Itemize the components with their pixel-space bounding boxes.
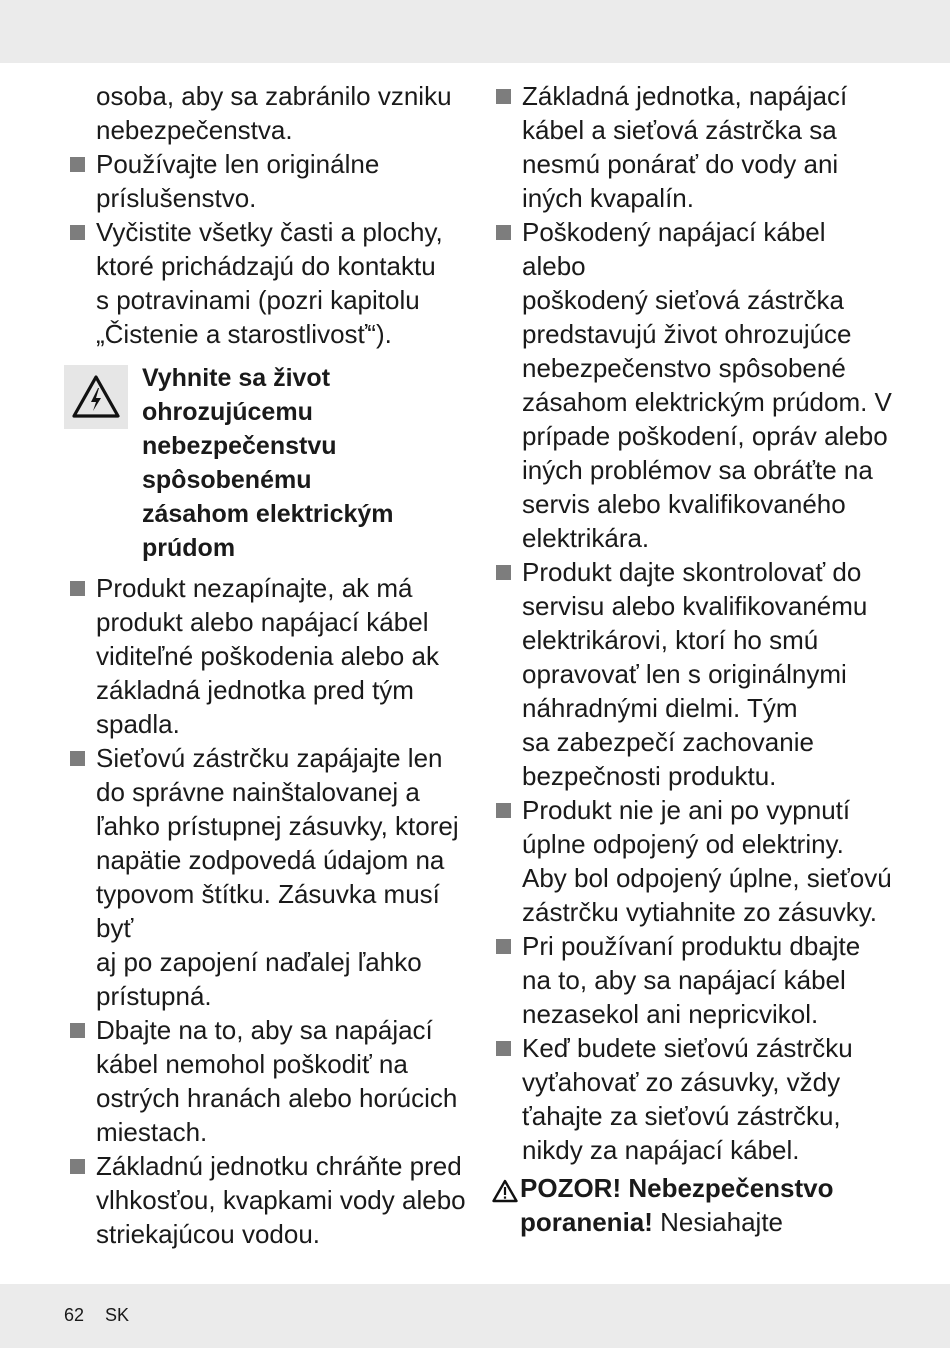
- text-line: úplne odpojený od elektriny.: [522, 829, 844, 859]
- square-bullet-icon: [496, 225, 511, 240]
- text-line: opravovať len s originálnymi: [522, 659, 847, 689]
- text-line: Základnú jednotku chráňte pred: [96, 1151, 462, 1181]
- text-line: Produkt nie je ani po vypnutí: [522, 795, 851, 825]
- text-line: bezpečnosti produktu.: [522, 761, 777, 791]
- text-line: Poškodený napájací kábel alebo: [522, 217, 826, 281]
- text-line: nesmú ponárať do vody ani: [522, 149, 839, 179]
- square-bullet-icon: [496, 939, 511, 954]
- caution-subheading: poranenia!: [520, 1207, 653, 1237]
- square-bullet-icon: [496, 565, 511, 580]
- text-line: napätie zodpovedá údajom na: [96, 845, 445, 875]
- list-item: [66, 741, 466, 1013]
- text-line: Používajte len originálne: [96, 149, 380, 179]
- text-line: elektrikárovi, ktorí ho smú: [522, 625, 819, 655]
- text-line: do správne nainštalovanej a: [96, 777, 420, 807]
- text-line: príslušenstvo.: [96, 183, 257, 213]
- text-line: viditeľné poškodenia alebo ak: [96, 641, 439, 671]
- square-bullet-icon: [496, 1041, 511, 1056]
- warning-title-line: prúdom: [142, 534, 236, 562]
- text-line: elektrikára.: [522, 523, 650, 553]
- text-line: produkt alebo napájací kábel: [96, 607, 429, 637]
- right-column: [492, 79, 892, 1239]
- list-item: [492, 215, 892, 555]
- square-bullet-icon: [70, 1159, 85, 1174]
- list-item: [66, 1149, 466, 1251]
- caution-heading: POZOR! Nebezpečenstvo: [520, 1173, 834, 1203]
- warning-title-line: zásahom elektrickým: [142, 500, 394, 528]
- text-line: základná jednotka pred tým: [96, 675, 414, 705]
- text-line: na to, aby sa napájací kábel: [522, 965, 846, 995]
- list-item: [66, 215, 466, 351]
- text-line: Vyčistite všetky časti a plochy,: [96, 217, 443, 247]
- footer: [64, 1305, 145, 1326]
- text-line: prípade poškodení, opráv alebo: [522, 421, 888, 451]
- text-line: Základná jednotka, napájací: [522, 81, 848, 111]
- language-code: SK: [105, 1305, 130, 1325]
- text-line: kábel nemohol poškodiť na: [96, 1049, 408, 1079]
- square-bullet-icon: [70, 157, 85, 172]
- text-line: poškodený sieťová zástrčka: [522, 285, 844, 315]
- text-line: Dbajte na to, aby sa napájací: [96, 1015, 433, 1045]
- text-line: ľahko prístupnej zásuvky, ktorej: [96, 811, 459, 841]
- text-line: typovom štítku. Zásuvka musí byť: [96, 879, 440, 943]
- text-line: Produkt dajte skontrolovať do: [522, 557, 862, 587]
- text-line: iných kvapalín.: [522, 183, 694, 213]
- text-line: vyťahovať zo zásuvky, vždy: [522, 1067, 841, 1097]
- list-item: [66, 571, 466, 741]
- text-line: ostrých hranách alebo horúcich: [96, 1083, 458, 1113]
- square-bullet-icon: [496, 89, 511, 104]
- text-line: nikdy za napájací kábel.: [522, 1135, 800, 1165]
- text-line: servis alebo kvalifikovaného: [522, 489, 846, 519]
- warning-title-line: Vyhnite sa život: [142, 364, 331, 392]
- list-item: [492, 79, 892, 215]
- text-line: prístupná.: [96, 981, 212, 1011]
- list-item: [492, 929, 892, 1031]
- top-band: [0, 0, 950, 63]
- text-line: zásahom elektrickým prúdom. V: [522, 387, 892, 417]
- text-line: predstavujú život ohrozujúce: [522, 319, 852, 349]
- text-line: spadla.: [96, 709, 180, 739]
- text-line: osoba, aby sa zabránilo vzniku: [96, 81, 452, 111]
- electric-hazard-icon: [64, 365, 128, 429]
- square-bullet-icon: [496, 803, 511, 818]
- caution-triangle-icon: [492, 1177, 518, 1211]
- text-line: aj po zapojení naďalej ľahko: [96, 947, 422, 977]
- warning-title-line: nebezpečenstvu: [142, 432, 337, 460]
- left-column: [66, 79, 466, 1251]
- caution-paragraph: [492, 1171, 892, 1239]
- square-bullet-icon: [70, 225, 85, 240]
- text-line: ťahajte za sieťovú zástrčku,: [522, 1101, 841, 1131]
- text-line: Sieťovú zástrčku zapájajte len: [96, 743, 443, 773]
- list-item: [492, 555, 892, 793]
- list-item: [66, 1013, 466, 1149]
- caution-text: Nesiahajte: [652, 1207, 783, 1237]
- list-item: [66, 147, 466, 215]
- text-line: zástrčku vytiahnite zo zásuvky.: [522, 897, 877, 927]
- list-item: [492, 793, 892, 929]
- text-line: vlhkosťou, kvapkami vody alebo: [96, 1185, 466, 1215]
- list-item: [492, 1031, 892, 1167]
- text-line: iných problémov sa obráťte na: [522, 455, 873, 485]
- electric-warning: [66, 361, 466, 565]
- square-bullet-icon: [70, 581, 85, 596]
- text-line: servisu alebo kvalifikovanému: [522, 591, 868, 621]
- text-line: kábel a sieťová zástrčka sa: [522, 115, 837, 145]
- text-line: ktoré prichádzajú do kontaktu: [96, 251, 436, 281]
- text-line: miestach.: [96, 1117, 208, 1147]
- text-line: Aby bol odpojený úplne, sieťovú: [522, 863, 892, 893]
- warning-title-line: spôsobenému: [142, 466, 312, 494]
- page-number: 62: [64, 1305, 85, 1325]
- text-line: Keď budete sieťovú zástrčku: [522, 1033, 853, 1063]
- text-line: Produkt nezapínajte, ak má: [96, 573, 413, 603]
- text-line: nebezpečenstvo spôsobené: [522, 353, 846, 383]
- text-line: náhradnými dielmi. Tým: [522, 693, 798, 723]
- square-bullet-icon: [70, 751, 85, 766]
- text-line: s potravinami (pozri kapitolu: [96, 285, 420, 315]
- text-line: sa zabezpečí zachovanie: [522, 727, 814, 757]
- text-line: Pri používaní produktu dbajte: [522, 931, 861, 961]
- intro-text: [66, 79, 466, 147]
- text-line: „Čistenie a starostlivosť“).: [96, 319, 392, 349]
- square-bullet-icon: [70, 1023, 85, 1038]
- text-line: nebezpečenstva.: [96, 115, 293, 145]
- text-line: striekajúcou vodou.: [96, 1219, 321, 1249]
- text-line: nezasekol ani nepricvikol.: [522, 999, 819, 1029]
- warning-title-line: ohrozujúcemu: [142, 398, 313, 426]
